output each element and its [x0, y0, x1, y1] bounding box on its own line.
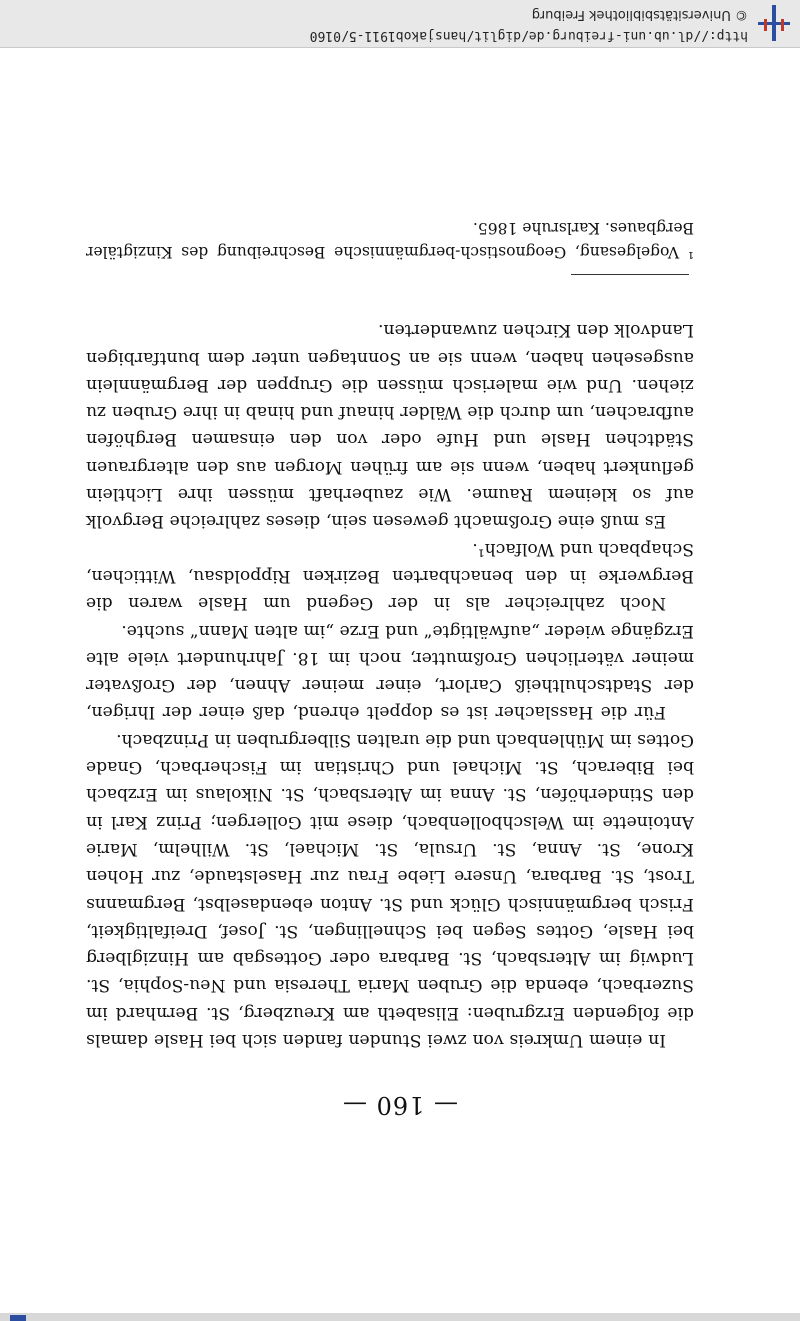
paragraph-3: Noch zahlreicher als in der Gegend um Hasle waren die Bergwerke in den benachbarten Bezirken Rippoldsau, Wittichen, Schapbach und Wolfach¹.	[86, 538, 694, 614]
body-text	[86, 316, 694, 1053]
page-url[interactable]: http://dl.ub.uni-freiburg.de/diglit/hansjakob1911-5/0160	[309, 28, 748, 43]
viewer-top-edge	[0, 1313, 800, 1321]
paragraph-1: In einem Umkreis von zwei Stunden fanden sich bei Hasle damals die folgenden Erzgruben: Elisabeth am Kreuzberg, St. Bernhard im Suzerbach, ebenda die Gruben Maria Theresia und Neu-Sophia, St. Ludwig im Altersbach, St. Barbara oder Gottesgab am Hinziglberg bei Hasle, Gottes Segen bei Schnellingen, St. Josef, Dreifaltigkeit, Frisch bergmännisch Glück und St. Anton ebendaselbst, Bergmanns Trost, St. Barbara, Unsere Liebe Frau zur Haselstaude, zur Hohen Krone, St. Anna, St. Ursula, St. Michael, St. Wilhelm, Marie Antoinette im Welschbollenbach, diese mit Gollergen; Prinz Karl in den Stinderhöfen, St. Anna im Altersbach, St. Nikolaus im Erzbach bei Biberach, St. Michael und Christian im Fischerbach, Gnade Gottes im Mühlenbach und die uralten Silbergruben in Prinzbach.	[86, 729, 694, 1050]
edge-marker	[10, 1315, 26, 1321]
digitization-footer	[0, 0, 800, 48]
footnote-divider	[571, 274, 689, 275]
footnote: ¹ Vogelgesang, Geognostisch-bergmännische Beschreibung des Kinzigtäler Bergbaues. Karlsruhe 1865.	[86, 219, 694, 261]
copyright-notice: © Universitätsbibliothek Freiburg	[531, 7, 748, 22]
paragraph-2: Für die Hasslacher ist es doppelt ehrend, daß einer der Ihrigen, der Stadtschultheiß Carlort, einer meiner Ahnen, der Großvater meiner väterlichen Großmutter, noch im 18. Jahrhundert viele alte Erzgänge wieder „aufwältigte“ und Erze „im alten Mann“ suchte.	[86, 620, 694, 723]
page-number: — 160 —	[341, 1091, 459, 1119]
paragraph-4: Es muß eine Großmacht gewesen sein, dieses zahlreiche Bergvolk auf so kleinem Raume. Wie zauberhaft müssen ihre Lichtlein geflunkert haben, wenn sie am frühen Morgen aus den altergrauen Städtchen Hasle und Hufe oder von den einsamen Berghöfen aufbrachen, um durch die Wälder hinauf und hinab in ihre Gruben zu ziehen. Und wie malerisch müssen die Gruppen der Bergmännlein ausgesehen haben, wenn sie an Sonntagen unter dem buntfarbigen Landvolk den Kirchen zuwanderten.	[86, 320, 694, 532]
university-library-logo-icon	[754, 5, 794, 41]
